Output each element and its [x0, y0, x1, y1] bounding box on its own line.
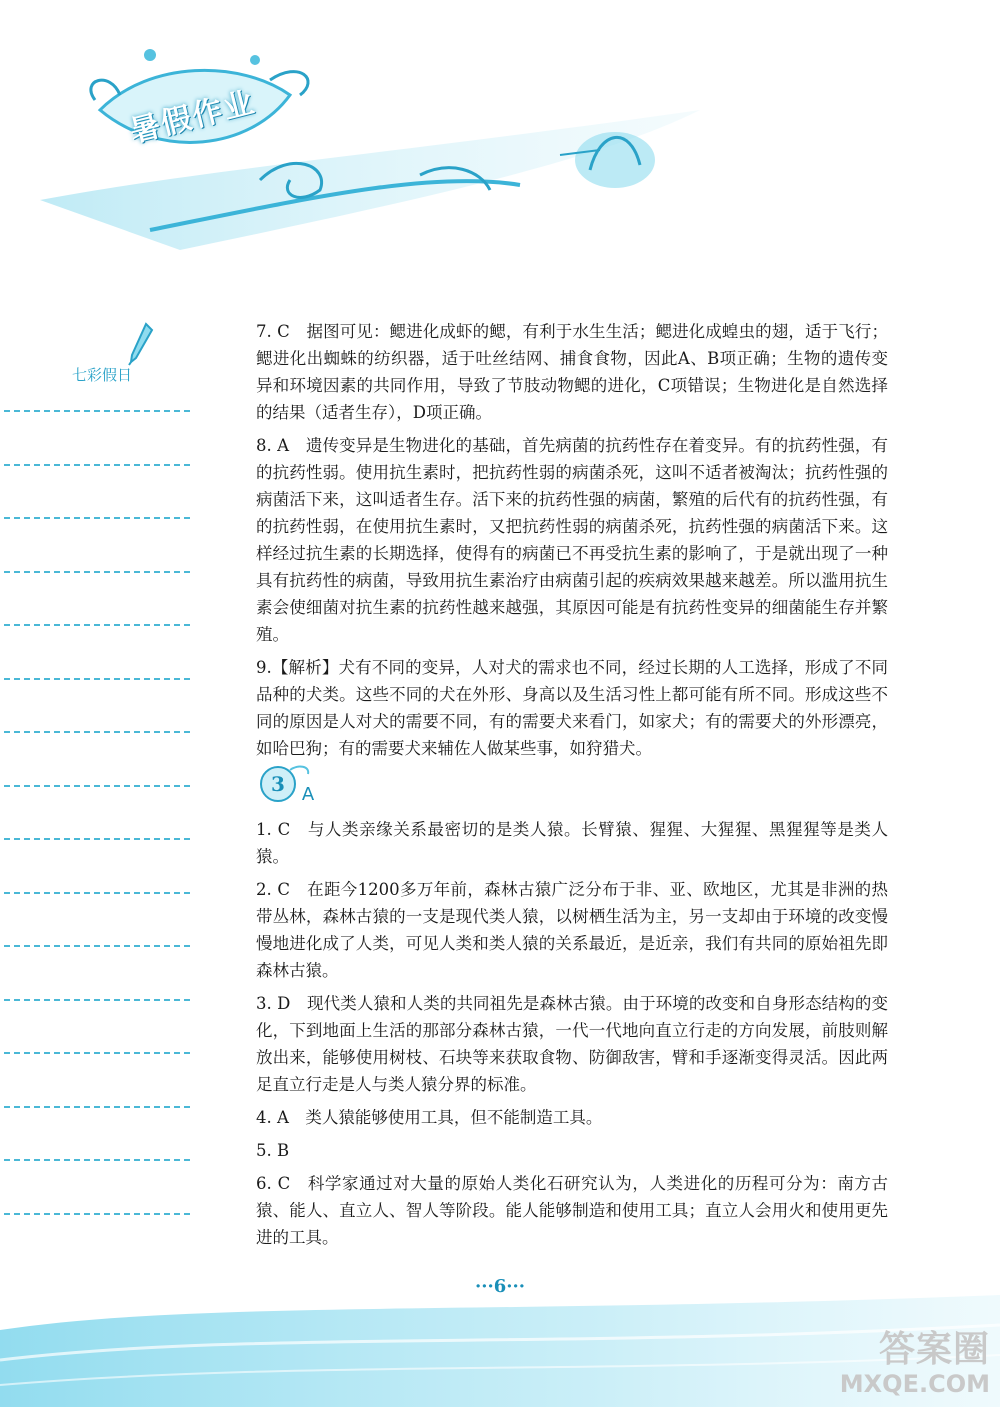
section-badge-letter: A	[301, 784, 315, 804]
note-line	[4, 731, 190, 733]
note-line	[4, 464, 190, 466]
answer-item: 6. C 科学家通过对大量的原始人类化石研究认为，人类进化的历程可分为：南方古猿、能人、直立人、智人等阶段。能人能够制造和使用工具；直立人会用火和使用更先进的工具。	[256, 1174, 888, 1247]
watermark-url: MXQE.COM	[839, 1370, 990, 1398]
note-line	[4, 624, 190, 626]
pen-icon	[128, 322, 154, 366]
note-lines	[4, 410, 190, 1266]
watermark-logo: 答案圈	[878, 1329, 990, 1370]
note-line	[4, 571, 190, 573]
answer-item: 2. C 在距今1200多万年前，森林古猿广泛分布于非、亚、欧地区，尤其是非洲的热带丛林，森林古猿的一支是现代类人猿，以树栖生活为主，另一支却由于环境的改变慢慢地进化成了人类，可见人类和类人猿的关系最近，是近亲，我们有共同的原始祖先即森林古猿。	[256, 880, 888, 980]
section-badge	[258, 760, 328, 804]
answer-item: 1. C 与人类亲缘关系最密切的是类人猿。长臂猿、猩猩、大猩猩、黑猩猩等是类人猿。	[256, 820, 888, 866]
note-line	[4, 785, 190, 787]
answers-section-1	[256, 318, 888, 768]
note-line	[4, 678, 190, 680]
answer-item: 4. A 类人猿能够使用工具，但不能制造工具。	[256, 1108, 603, 1127]
note-line	[4, 945, 190, 947]
note-line	[4, 838, 190, 840]
answers-section-2	[256, 816, 888, 1257]
section-badge-number: 3	[271, 772, 285, 796]
answer-item: 9.【解析】犬有不同的变异，人对犬的需求也不同，经过长期的人工选择，形成了不同品种的犬类。这些不同的犬在外形、身高以及生活习性上都可能有所不同。形成这些不同的原因是人对犬的需要不同，有的需要犬来看门，如家犬；有的需要犬的外形漂亮，如哈巴狗；有的需要犬来辅佐人做某些事，如狩猎犬。	[256, 658, 888, 758]
note-line	[4, 1159, 190, 1161]
note-line	[4, 1106, 190, 1108]
answer-item: 5. B	[256, 1141, 290, 1160]
header-title: 暑假作业	[126, 84, 260, 150]
sidebar-label: 七彩假日	[72, 366, 133, 384]
note-line	[4, 892, 190, 894]
watermark	[820, 1330, 990, 1398]
note-line	[4, 1213, 190, 1215]
note-line	[4, 410, 190, 412]
note-line	[4, 517, 190, 519]
note-line	[4, 999, 190, 1001]
page-number: ···6···	[474, 1276, 526, 1297]
answer-item: 3. D 现代类人猿和人类的共同祖先是森林古猿。由于环境的改变和自身形态结构的变化，下到地面上生活的那部分森林古猿，一代一代地向直立行走的方向发展，前肢则解放出来，能够使用树枝、石块等来获取食物、防御敌害，臂和手逐渐变得灵活。因此两足直立行走是人与类人猿分界的标准。	[256, 994, 888, 1094]
answer-item: 7. C 据图可见：鳃进化成虾的鳃，有利于水生生活；鳃进化成蝗虫的翅，适于飞行；鳃进化出蜘蛛的纺织器，适于吐丝结网、捕食食物，因此A、B项正确；生物的遗传变异和环境因素的共同作用，导致了节肢动物鳃的进化，C项错误；生物进化是自然选择的结果（适者生存），D项正确。	[256, 322, 888, 422]
answer-item: 8. A 遗传变异是生物进化的基础，首先病菌的抗药性存在着变异。有的抗药性强，有的抗药性弱。使用抗生素时，把抗药性弱的病菌杀死，这叫不适者被淘汰；抗药性强的病菌活下来，这叫适者生存。活下来的抗药性强的病菌，繁殖的后代有的抗药性强，有的抗药性弱，在使用抗生素时，又把抗药性弱的病菌杀死，抗药性强的病菌活下来。这样经过抗生素的长期选择，使得有的病菌已不再受抗生素的影响了，于是就出现了一种具有抗药性的病菌，导致用抗生素治疗由病菌引起的疾病效果越来越差。所以滥用抗生素会使细菌对抗生素的抗药性越来越强，其原因可能是有抗药性变异的细菌能生存并繁殖。	[256, 436, 888, 644]
note-line	[4, 1052, 190, 1054]
